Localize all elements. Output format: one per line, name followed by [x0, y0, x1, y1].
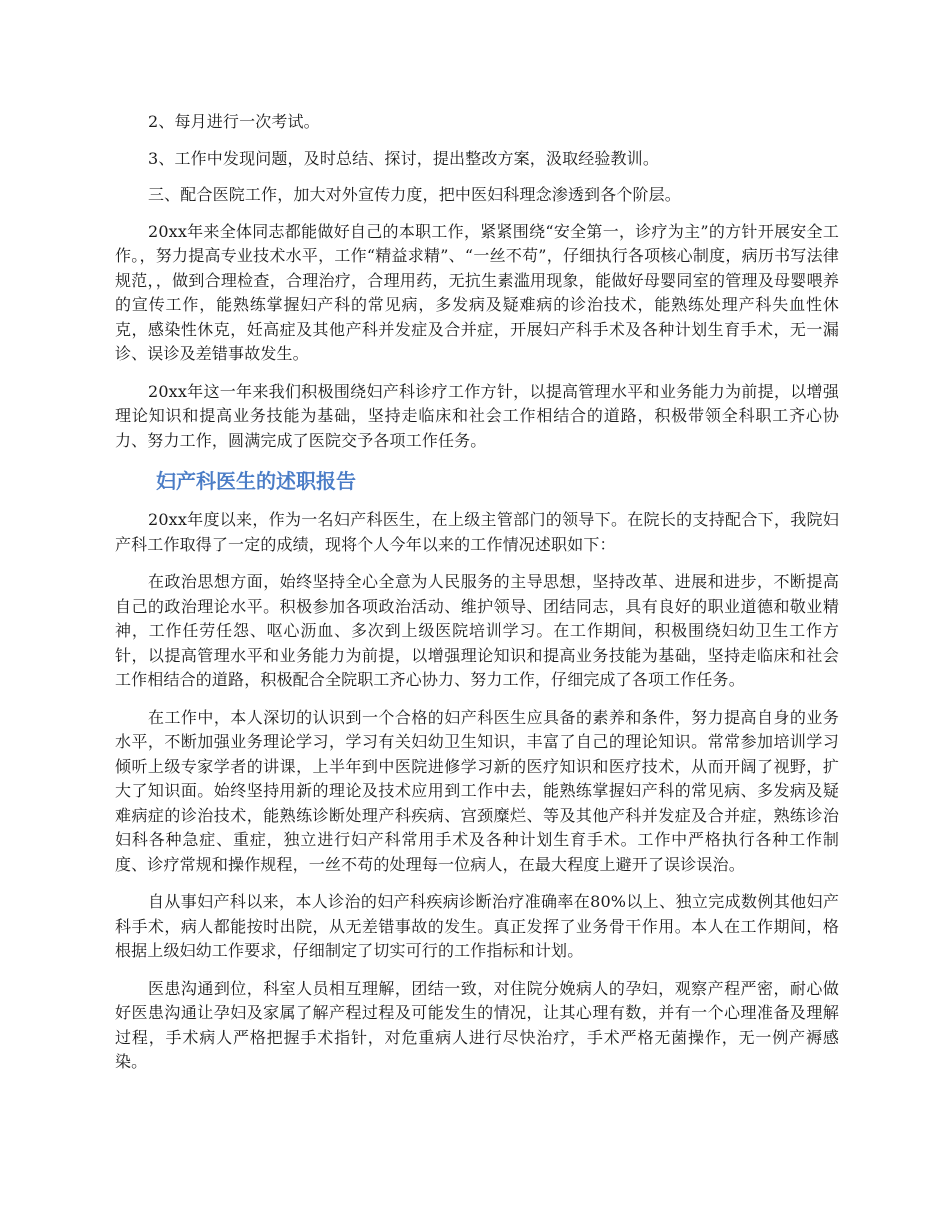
paragraph-accuracy: 自从事妇产科以来，本人诊治的妇产科疾病诊断治疗准确率在80%以上、独立完成数例其他妇产科手术，病人都能按时出院，从无差错事故的发生。真正发挥了业务骨干作用。本人在工作期间，格根据上级妇幼工作要求，仔细制定了切实可行的工作指标和计划。	[115, 892, 839, 960]
paragraph-publicity: 三、配合医院工作，加大对外宣传力度，把中医妇科理念渗透到各个阶层。	[148, 185, 681, 204]
paragraph-safety-work: 20xx年来全体同志都能做好自己的本职工作，紧紧围绕“安全第一，诊疗为主”的方针开展安全工作。，努力提高专业技术水平，工作“精益求精”、“一丝不苟”，仔细执行各项核心制度，病历书写法律规范，，做到合理检查，合理治疗，合理用药，无抗生素滥用现象，能做好母婴同室的管理及母婴喂养的宣传工作，能熟练掌握妇产科的常见病，多发病及疑难病的诊治技术，能熟练处理产科失血性休克，感染性休克，妊高症及其他产科并发症及合并症，开展妇产科手术及各种计划生育手术，无一漏诊、误诊及差错事故发生。	[115, 221, 839, 363]
paragraph-intro: 20xx年度以来，作为一名妇产科医生，在上级主管部门的领导下。在院长的支持配合下，我院妇产科工作取得了一定的成绩，现将个人今年以来的工作情况述职如下：	[115, 510, 839, 554]
document-body	[115, 110, 839, 1088]
section-heading: 妇产科医生的述职报告	[156, 469, 356, 493]
paragraph-political-thought: 在政治思想方面，始终坚持全心全意为人民服务的主导思想，坚持改革、进展和进步，不断提高自己的政治理论水平。积极参加各项政治活动、维护领导、团结同志，具有良好的职业道德和敬业精神，工作任劳任怨、呕心沥血、多次到上级医院培训学习。在工作期间，积极围绕妇幼卫生工作方针，以提高管理水平和业务能力为前提，以增强理论知识和提高业务技能为基础，坚持走临床和社会工作相结合的道路，积极配合全院职工齐心协力、努力工作，仔细完成了各项工作任务。	[115, 572, 839, 689]
paragraph-communication: 医患沟通到位，科室人员相互理解，团结一致，对住院分娩病人的孕妇，观察产程严密，耐心做好医患沟通让孕妇及家属了解产程过程及可能发生的情况，让其心理有数，并有一个心理准备及理解过程，手术病人严格把握手术指针，对危重病人进行尽快治疗，手术严格无菌操作，无一例产褥感染。	[115, 978, 839, 1071]
paragraph-problem-summary: 3、工作中发现问题，及时总结、探讨，提出整改方案，汲取经验教训。	[148, 148, 659, 168]
paragraph-work-study: 在工作中，本人深切的认识到一个合格的妇产科医生应具备的素养和条件，努力提高自身的业务水平，不断加强业务理论学习，学习有关妇幼卫生知识，丰富了自己的理论知识。常常参加培训学习倾听上级专家学者的讲课，上半年到中医院进修学习新的医疗知识和医疗技术，从而开阔了视野，扩大了知识面。始终坚持用新的理论及技术应用到工作中去，能熟练掌握妇产科的常见病、多发病及疑难病症的诊治技术，能熟练诊断处理产科疾病、宫颈糜烂、等及其他产科并发症及合并症，熟练诊治妇科各种急症、重症，独立进行妇产科常用手术及各种计划生育手术。工作中严格执行各种工作制度、诊疗常规和操作规程，一丝不苟的处理每一位病人，在最大程度上避开了误诊误治。	[115, 707, 839, 874]
paragraph-monthly-exam: 2、每月进行一次考试。	[148, 112, 320, 131]
paragraph-year-summary: 20xx年这一年来我们积极围绕妇产科诊疗工作方针，以提高管理水平和业务能力为前提，以增强理论知识和提高业务技能为基础，坚持走临床和社会工作相结合的道路，积极带领全科职工齐心协力、努力工作，圆满完成了医院交予各项工作任务。	[115, 381, 839, 450]
